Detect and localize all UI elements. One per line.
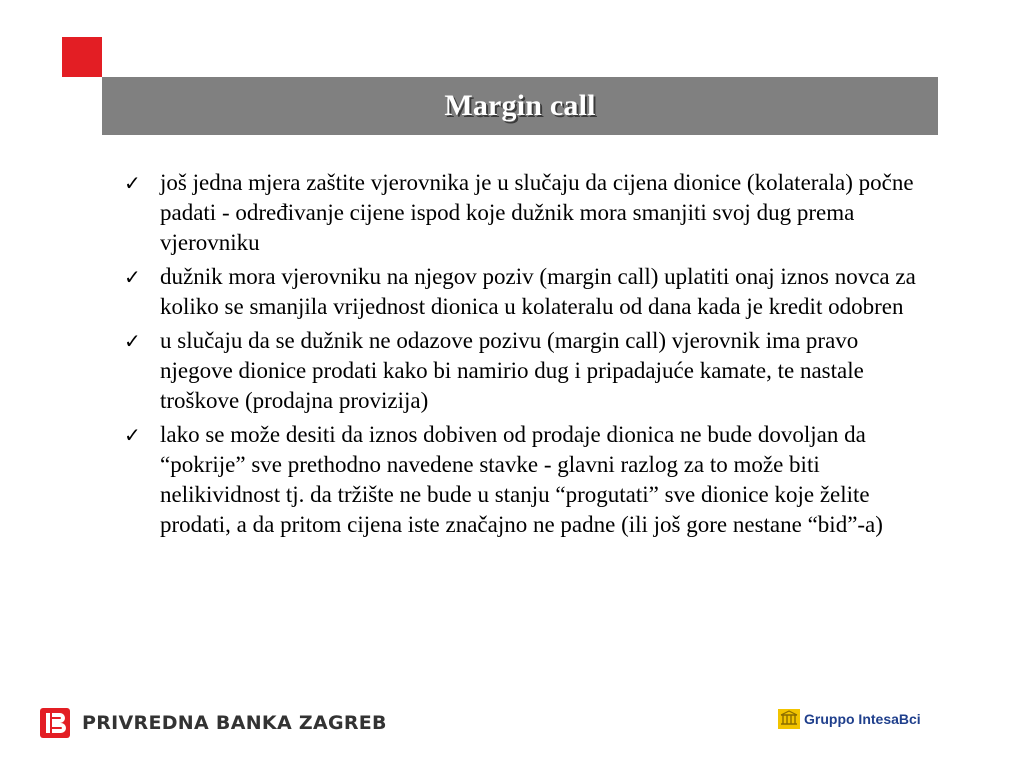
bullet-text: lako se može desiti da iznos dobiven od prodaje dionica ne bude dovoljan da “pokrije” sve prethodno navedene stavke - glavni razlog za to može biti nelikividnost tj. da tržište ne bude u stanju “progutati” sve dionice koje želite prodati, a da pritom cijena iste značajno ne padne (ili još gore nestane “bid”-a) (160, 422, 883, 537)
bullet-item (124, 262, 924, 322)
bullet-item (124, 420, 924, 540)
red-accent-square (62, 37, 102, 77)
check-icon: ✓ (124, 329, 141, 353)
pbz-bank-name: PRIVREDNA BANKA ZAGREB (82, 712, 387, 734)
slide-title: Margin call (444, 89, 596, 122)
title-bar (102, 77, 938, 135)
intesa-logo-icon (778, 709, 800, 729)
bullet-item (124, 326, 924, 416)
check-icon: ✓ (124, 265, 141, 289)
pbz-footer-logo (40, 707, 387, 739)
pbz-logo-icon (40, 708, 70, 738)
bullet-item (124, 168, 924, 258)
bullet-text: u slučaju da se dužnik ne odazove pozivu (margin call) vjerovnik ima pravo njegove dionice prodati kako bi namirio dug i pripadajuće kamate, te nastale troškove (prodajna provizija) (160, 328, 864, 413)
bullet-list (124, 168, 924, 544)
intesa-group-name: Gruppo IntesaBci (804, 711, 921, 727)
intesa-footer-logo (778, 708, 921, 730)
bullet-text: još jedna mjera zaštite vjerovnika je u slučaju da cijena dionice (kolaterala) počne padati - određivanje cijene ispod koje dužnik mora smanjiti svoj dug prema vjerovniku (160, 170, 914, 255)
check-icon: ✓ (124, 171, 141, 195)
bullet-text: dužnik mora vjerovniku na njegov poziv (margin call) uplatiti onaj iznos novca za koliko se smanjila vrijednost dionica u kolateralu od dana kada je kredit odobren (160, 264, 916, 319)
check-icon: ✓ (124, 423, 141, 447)
